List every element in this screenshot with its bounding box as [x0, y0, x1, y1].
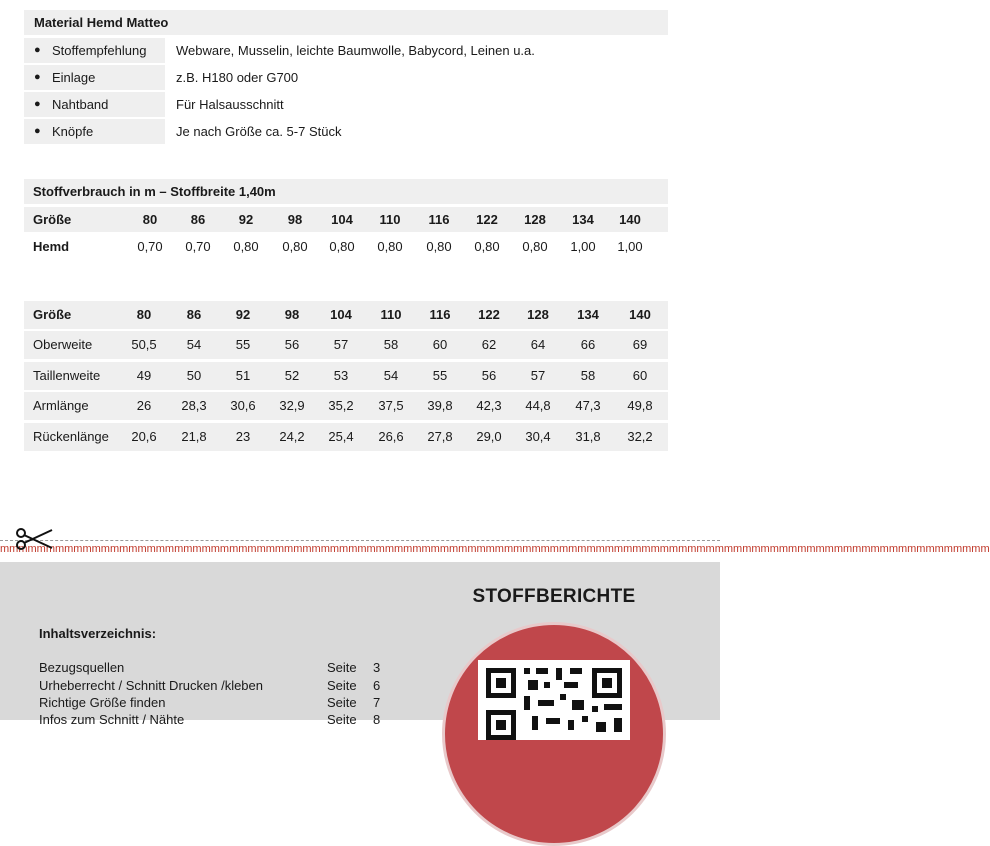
toc-entry-seite: Seite: [327, 695, 357, 710]
measurement-value-cell: 30,6: [230, 398, 256, 413]
measurement-header-row: [24, 301, 668, 329]
size-header-label: Größe: [33, 212, 72, 227]
measurement-value-cell: 21,8: [181, 429, 207, 444]
measurement-value-cell: 28,3: [181, 398, 207, 413]
toc-entry: [39, 694, 399, 712]
size-header-label: Größe: [33, 307, 72, 322]
bullet-icon: ●: [34, 125, 41, 137]
measurement-value-cell: 64: [530, 337, 546, 352]
toc-entry: [39, 659, 399, 677]
toc-entry-page: 6: [373, 678, 381, 693]
bullet-icon: ●: [34, 71, 41, 83]
toc-entry: [39, 711, 399, 729]
qr-code-icon[interactable]: [478, 660, 630, 740]
measurement-value-cell: 54: [383, 368, 399, 383]
measurement-value-cell: 23: [235, 429, 251, 444]
measurement-value-cell: 32,9: [279, 398, 305, 413]
measurement-value-cell: 56: [284, 337, 300, 352]
size-header-cell: 86: [186, 307, 202, 322]
measurement-value-cell: 60: [432, 337, 448, 352]
toc-entry-text: Bezugsquellen: [39, 660, 125, 675]
material-label: Knöpfe: [52, 124, 94, 139]
size-header-cell: 128: [524, 212, 546, 227]
bullet-icon: ●: [34, 44, 41, 56]
size-header-cell: 98: [284, 307, 300, 322]
toc-entry: [39, 677, 399, 695]
measurement-label: Armlänge: [33, 398, 89, 413]
measurement-value-cell: 47,3: [575, 398, 601, 413]
toc-entry-page: 7: [373, 695, 381, 710]
toc-entry-seite: Seite: [327, 660, 357, 675]
toc-entry-text: Infos zum Schnitt / Nähte: [39, 712, 185, 727]
consumption-value-cell: 0,70: [137, 239, 163, 254]
size-header-cell: 80: [136, 307, 152, 322]
cut-line: mmmmmmmmmmmmmmmmmmmmmmmmmmmmmmmmmmmmmmmmmmmmmmmmmmmmmmmmmmmmmmmmmmmmmmmmmmmmmmmmmmmmmmmmmmmmmmmmmmmmmmmmmmmm: [0, 543, 990, 555]
material-value: z.B. H180 oder G700: [176, 70, 299, 85]
consumption-values-row: [24, 234, 668, 259]
measurement-value-cell: 25,4: [328, 429, 354, 444]
toc-entry-text: Richtige Größe finden: [39, 695, 166, 710]
stoffberichte-title: STOFFBERICHTE: [472, 586, 636, 607]
measurement-row: [24, 392, 668, 420]
size-header-cell: 80: [142, 212, 158, 227]
consumption-value-cell: 0,70: [185, 239, 211, 254]
measurement-value-cell: 62: [481, 337, 497, 352]
measurement-value-cell: 26: [136, 398, 152, 413]
size-header-cell: 140: [619, 212, 641, 227]
measurement-value-cell: 35,2: [328, 398, 354, 413]
size-header-cell: 86: [190, 212, 206, 227]
material-label: Nahtband: [52, 97, 109, 112]
measurement-value-cell: 30,4: [525, 429, 551, 444]
size-header-cell: 104: [330, 307, 352, 322]
measurement-value-cell: 52: [284, 368, 300, 383]
measurement-value-cell: 50: [186, 368, 202, 383]
consumption-value-cell: 0,80: [377, 239, 403, 254]
toc-entry-seite: Seite: [327, 678, 357, 693]
measurement-value-cell: 26,6: [378, 429, 404, 444]
size-header-cell: 92: [238, 212, 254, 227]
material-row: [24, 119, 668, 144]
measurement-value-cell: 57: [333, 337, 349, 352]
hemd-label: Hemd: [33, 239, 70, 254]
size-header-cell: 110: [379, 212, 401, 227]
material-row: [24, 65, 668, 90]
consumption-title: Stoffverbrauch in m – Stoffbreite 1,40m: [24, 179, 668, 204]
consumption-value-cell: 1,00: [570, 239, 596, 254]
measurement-value-cell: 31,8: [575, 429, 601, 444]
size-header-cell: 92: [235, 307, 251, 322]
measurement-value-cell: 51: [235, 368, 251, 383]
size-header-cell: 134: [572, 212, 594, 227]
material-row: [24, 38, 668, 63]
toc-title: Inhaltsverzeichnis:: [39, 626, 157, 641]
measurement-value-cell: 20,6: [131, 429, 157, 444]
consumption-header-row: [24, 207, 668, 232]
measurement-value-cell: 29,0: [476, 429, 502, 444]
measurement-value-cell: 37,5: [378, 398, 404, 413]
material-value: Je nach Größe ca. 5-7 Stück: [176, 124, 342, 139]
measurement-value-cell: 49: [136, 368, 152, 383]
size-header-cell: 104: [331, 212, 353, 227]
measurement-value-cell: 53: [333, 368, 349, 383]
bullet-icon: ●: [34, 98, 41, 110]
measurement-value-cell: 50,5: [131, 337, 157, 352]
scissors-icon: [14, 524, 54, 554]
size-header-cell: 98: [287, 212, 303, 227]
measurement-value-cell: 44,8: [525, 398, 551, 413]
consumption-value-cell: 1,00: [617, 239, 643, 254]
toc-entry-seite: Seite: [327, 712, 357, 727]
measurement-value-cell: 58: [580, 368, 596, 383]
measurement-value-cell: 58: [383, 337, 399, 352]
material-label: Stoffempfehlung: [52, 43, 147, 58]
cut-dashed-line: [0, 540, 720, 541]
toc-entry-text: Urheberrecht / Schnitt Drucken /kleben: [39, 678, 263, 693]
size-header-cell: 116: [429, 307, 451, 322]
material-value: Für Halsausschnitt: [176, 97, 284, 112]
material-title: Material Hemd Matteo: [24, 10, 668, 35]
measurement-value-cell: 24,2: [279, 429, 305, 444]
measurement-value-cell: 32,2: [627, 429, 653, 444]
measurement-label: Oberweite: [33, 337, 93, 352]
measurement-row: [24, 331, 668, 359]
consumption-value-cell: 0,80: [426, 239, 452, 254]
size-header-cell: 122: [476, 212, 498, 227]
measurement-value-cell: 42,3: [476, 398, 502, 413]
measurement-row: [24, 362, 668, 390]
measurement-value-cell: 60: [632, 368, 648, 383]
measurement-value-cell: 49,8: [627, 398, 653, 413]
measurement-value-cell: 69: [632, 337, 648, 352]
measurement-value-cell: 66: [580, 337, 596, 352]
measurement-label: Rückenlänge: [33, 429, 109, 444]
material-label: Einlage: [52, 70, 96, 85]
material-row: [24, 92, 668, 117]
measurement-value-cell: 55: [432, 368, 448, 383]
size-header-cell: 140: [629, 307, 651, 322]
measurement-value-cell: 27,8: [427, 429, 453, 444]
measurement-value-cell: 54: [186, 337, 202, 352]
measurement-value-cell: 55: [235, 337, 251, 352]
consumption-value-cell: 0,80: [474, 239, 500, 254]
measurement-value-cell: 56: [481, 368, 497, 383]
size-header-cell: 122: [478, 307, 500, 322]
measurement-label: Taillenweite: [33, 368, 101, 383]
toc-entry-page: 8: [373, 712, 381, 727]
consumption-value-cell: 0,80: [522, 239, 548, 254]
consumption-value-cell: 0,80: [329, 239, 355, 254]
consumption-value-cell: 0,80: [233, 239, 259, 254]
measurement-value-cell: 39,8: [427, 398, 453, 413]
measurement-value-cell: 57: [530, 368, 546, 383]
size-header-cell: 134: [577, 307, 599, 322]
size-header-cell: 116: [428, 212, 450, 227]
size-header-cell: 110: [380, 307, 402, 322]
toc-entry-page: 3: [373, 660, 381, 675]
size-header-cell: 128: [527, 307, 549, 322]
measurement-row: [24, 423, 668, 451]
consumption-value-cell: 0,80: [282, 239, 308, 254]
material-value: Webware, Musselin, leichte Baumwolle, Babycord, Leinen u.a.: [176, 43, 535, 58]
